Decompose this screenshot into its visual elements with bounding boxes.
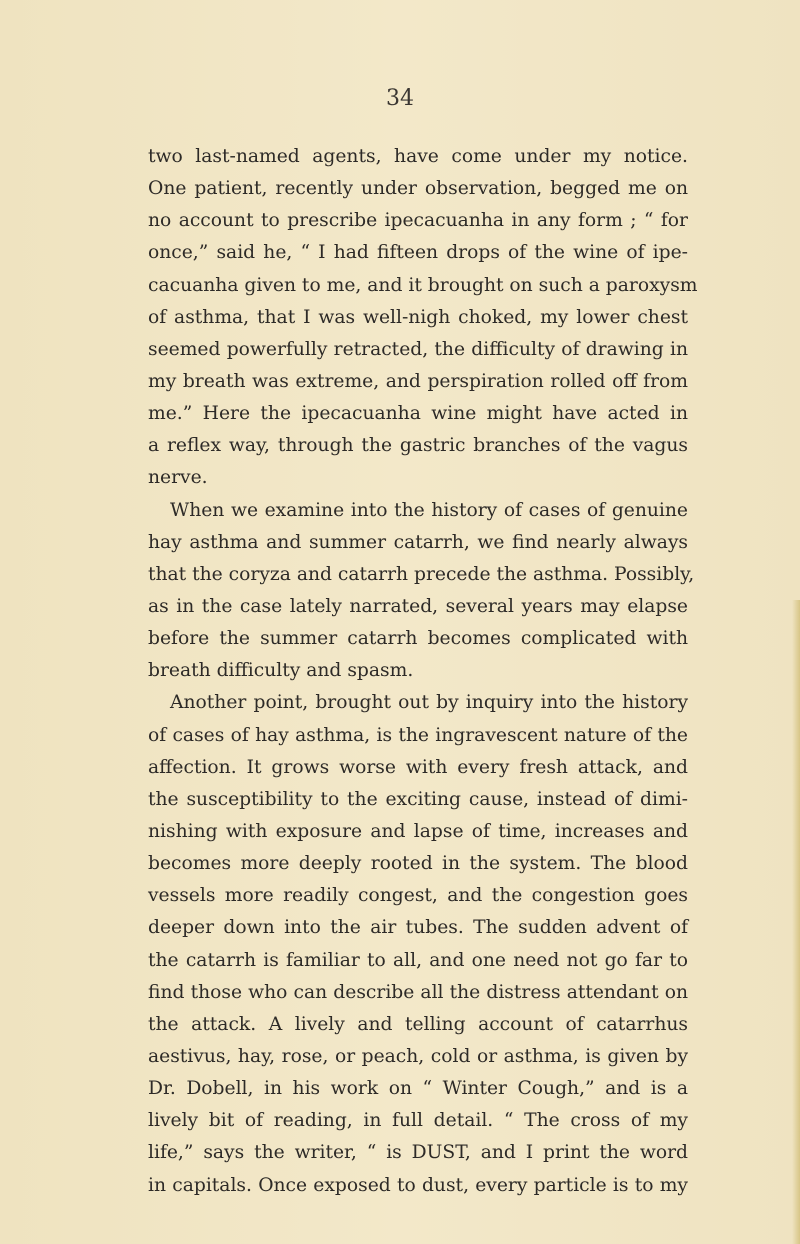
page-edge-shadow: [792, 600, 800, 1244]
text-line: lively bit of reading, in full detail. “ The cross of my: [148, 1110, 688, 1132]
text-line: before the summer catarrh becomes complicated with: [148, 628, 688, 650]
text-line: in capitals. Once exposed to dust, every particle is to my: [148, 1174, 688, 1196]
text-line: aestivus, hay, rose, or peach, cold or asthma, is given by: [148, 1045, 688, 1067]
text-line: Another point, brought out by inquiry into the history: [170, 692, 688, 714]
text-line: the attack. A lively and telling account of catarrhus: [148, 1013, 688, 1035]
text-line: that the coryza and catarrh precede the asthma. Possibly,: [148, 563, 695, 585]
text-line: me.” Here the ipecacuanha wine might have acted in: [148, 403, 688, 425]
text-line: Dr. Dobell, in his work on “ Winter Cough,” and is a: [148, 1078, 688, 1100]
text-line: One patient, recently under observation, begged me on: [148, 178, 688, 200]
text-line: the susceptibility to the exciting cause, instead of dimi-: [148, 788, 688, 810]
text-line: becomes more deeply rooted in the system. The blood: [148, 853, 688, 875]
text-line: find those who can describe all the distress attendant on: [148, 981, 688, 1003]
text-line: nerve.: [148, 467, 208, 489]
text-line: breath difficulty and spasm.: [148, 660, 414, 682]
text-line: no account to prescribe ipecacuanha in any form ; “ for: [148, 210, 688, 232]
text-line: seemed powerfully retracted, the difficulty of drawing in: [148, 338, 688, 360]
text-line: of asthma, that I was well-nigh choked, my lower chest: [148, 306, 688, 328]
text-line: as in the case lately narrated, several years may elapse: [148, 595, 688, 617]
text-line: once,” said he, “ I had fifteen drops of the wine of ipe-: [148, 242, 688, 264]
page-number: 34: [386, 86, 414, 111]
text-line: vessels more readily congest, and the congestion goes: [148, 885, 688, 907]
text-line: When we examine into the history of cases of genuine: [170, 499, 688, 521]
text-line: deeper down into the air tubes. The sudden advent of: [148, 917, 688, 939]
text-line: affection. It grows worse with every fresh attack, and: [148, 756, 688, 778]
text-line: life,” says the writer, “ is DUST, and I print the word: [148, 1142, 688, 1164]
text-line: hay asthma and summer catarrh, we find nearly always: [148, 531, 688, 553]
text-line: the catarrh is familiar to all, and one need not go far to: [148, 949, 688, 971]
text-line: nishing with exposure and lapse of time, increases and: [148, 820, 688, 842]
body-text: [148, 141, 698, 1202]
text-line: my breath was extreme, and perspiration rolled off from: [148, 370, 688, 392]
text-line: cacuanha given to me, and it brought on such a paroxysm: [148, 274, 698, 296]
text-line: two last-named agents, have come under my notice.: [148, 146, 688, 167]
text-line: of cases of hay asthma, is the ingravescent nature of the: [148, 724, 688, 746]
text-line: a reflex way, through the gastric branches of the vagus: [148, 435, 688, 457]
